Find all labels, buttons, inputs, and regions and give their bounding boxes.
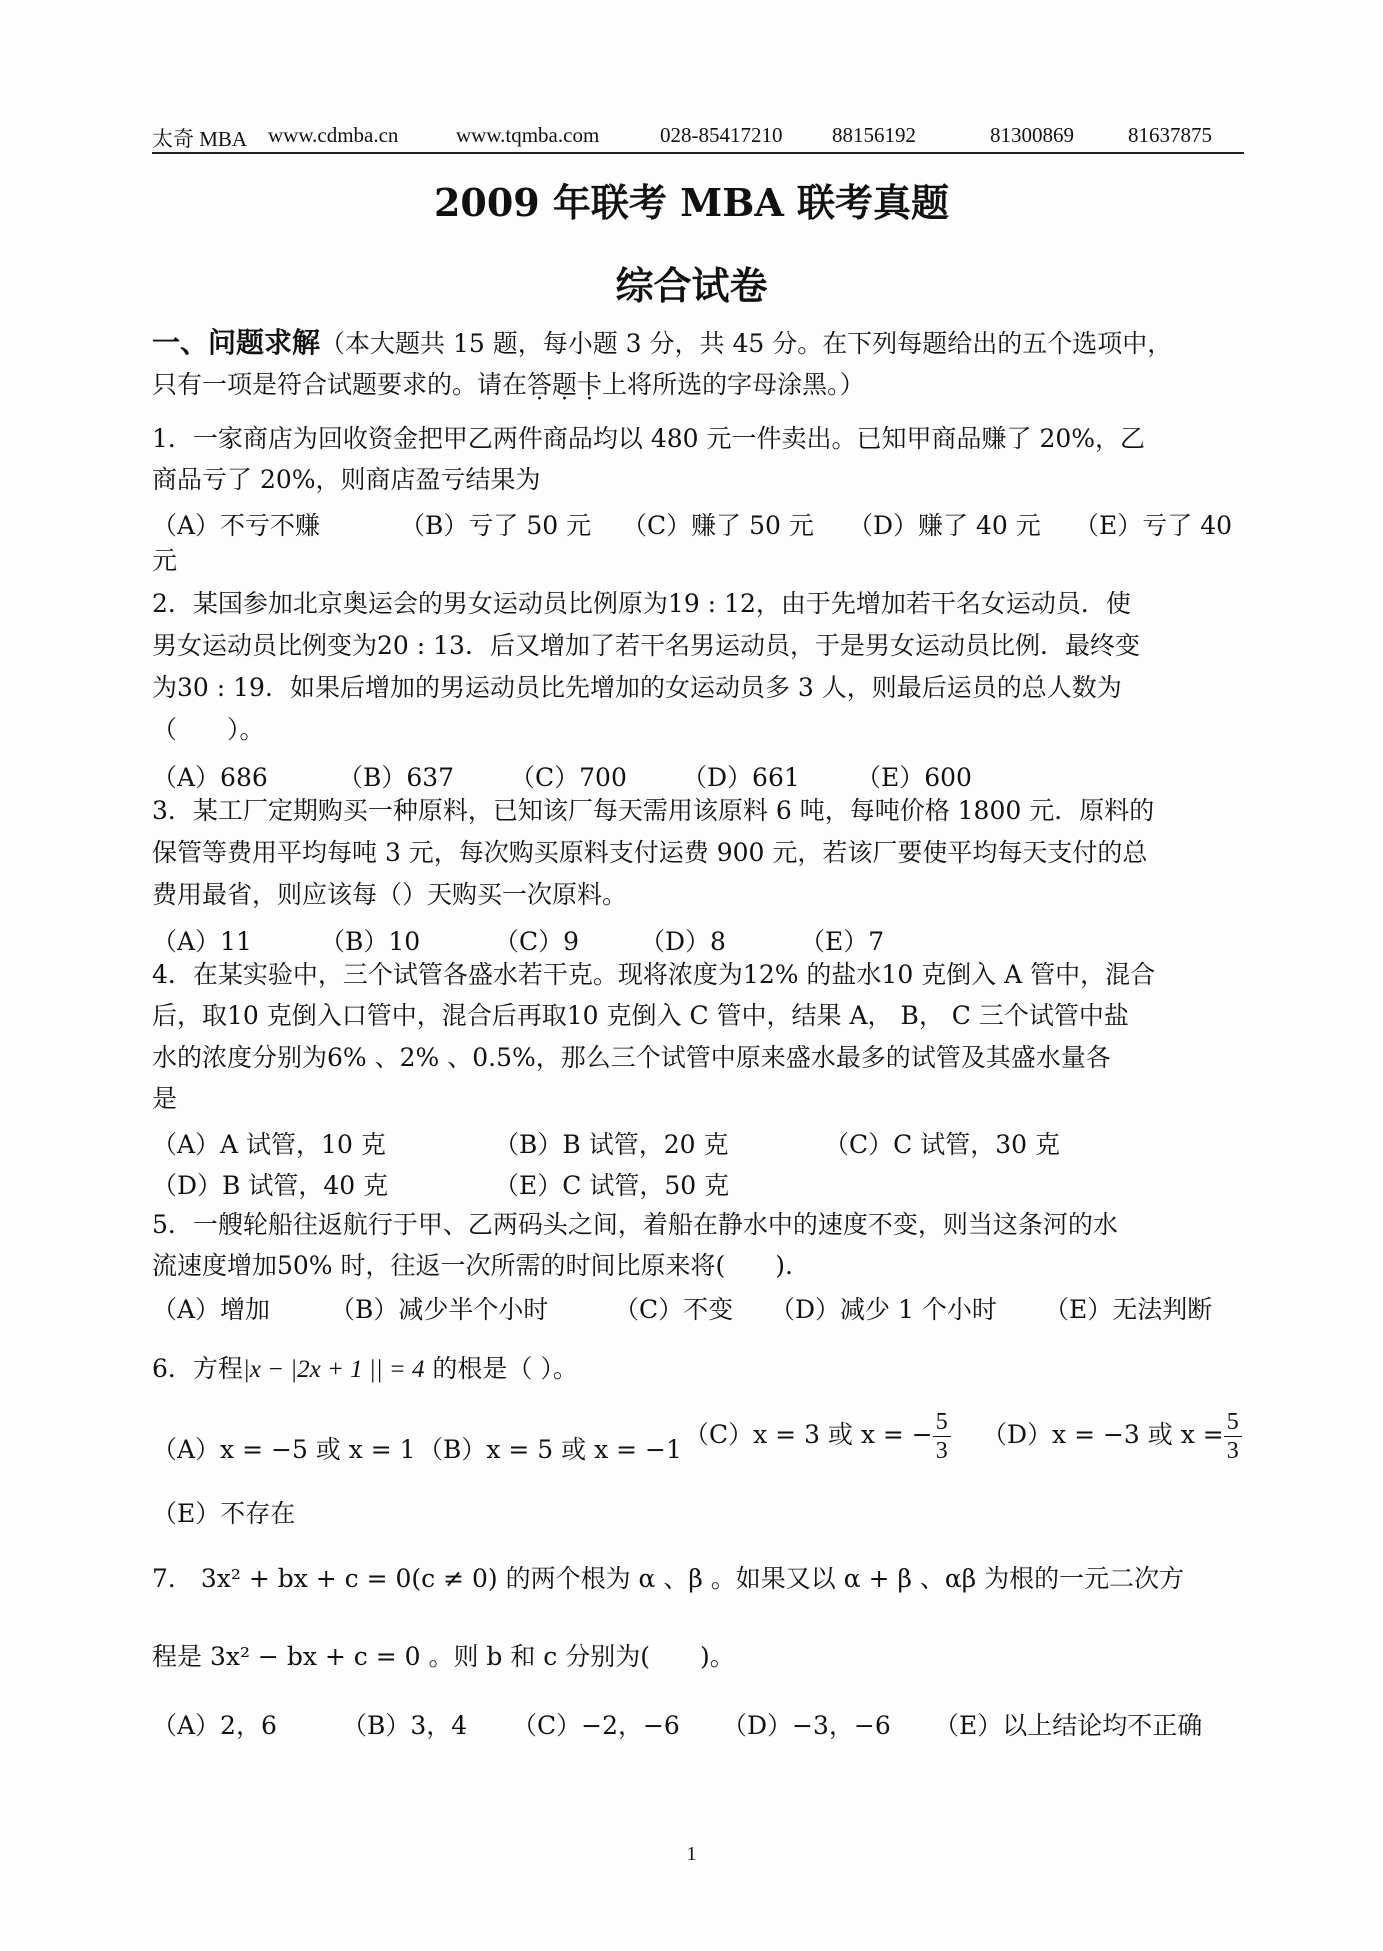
q4-line-3: 水的浓度分别为6% 、2% 、0.5%，那么三个试管中原来盛水最多的试管及其盛水量各 (152, 1043, 1111, 1072)
q6-stem (152, 1352, 578, 1387)
q4-option-a: （A）A 试管，10 克 (152, 1130, 386, 1159)
q5-option-e: （E）无法判断 (1044, 1295, 1213, 1324)
q3-option-a: （A）11 (152, 927, 252, 956)
q2-option-b: （B）637 (338, 763, 455, 792)
q1-option-e: （E）亏了 40 (1074, 511, 1233, 540)
q6-option-d-text: （D）x = −3 或 x = (982, 1420, 1224, 1449)
header-phone-1: 028-85417210 (660, 123, 783, 147)
header-brand: 太奇 MBA (152, 127, 248, 151)
q3-option-d: （D）8 (640, 927, 726, 956)
q4-option-b: （B）B 试管，20 克 (494, 1130, 729, 1159)
q5-line-2: 流速度增加50% 时，往返一次所需的时间比原来将( ). (152, 1251, 793, 1280)
q6-option-d-fraction (1224, 1408, 1242, 1465)
q1-option-c: （C）赚了 50 元 (622, 511, 814, 540)
q6-option-c (684, 1408, 951, 1465)
q6-option-c-text: （C）x = 3 或 x = − (684, 1420, 933, 1449)
q3-line-1: 3．某工厂定期购买一种原料，已知该厂每天需用该原料 6 吨，每吨价格 1800 元．原料的 (152, 796, 1155, 825)
q6-option-a: （A）x = −5 或 x = 1 (152, 1435, 416, 1464)
section-intro-line-1 (152, 326, 1172, 361)
q1-line-1: 1．一家商店为回收资金把甲乙两件商品均以 480 元一件卖出。已知甲商品赚了 20%，乙 (152, 424, 1146, 453)
q3-line-3: 费用最省，则应该每（）天购买一次原料。 (152, 880, 628, 909)
q6-option-e: （E）不存在 (152, 1499, 296, 1528)
section-intro-2a: 只有一项是符合试题要求的。请在 (152, 370, 528, 399)
q5-line-1: 5．一艘轮船往返航行于甲、乙两码头之间，着船在静水中的速度不变，则当这条河的水 (152, 1210, 1118, 1239)
header-phone-4: 81637875 (1128, 123, 1212, 147)
q2-option-c: （C）700 (510, 763, 627, 792)
q3-option-b: （B）10 (320, 927, 421, 956)
header-phone-2: 88156192 (832, 123, 916, 147)
q7-option-b: （B）3，4 (342, 1711, 468, 1740)
section-intro-line-2 (152, 368, 865, 402)
q3-option-c: （C）9 (494, 927, 580, 956)
exam-title: 2009 年联考 MBA 联考真题 (433, 180, 950, 225)
q6-prefix: 6．方程 (152, 1354, 243, 1383)
q7-line-1: 7． 3x² + bx + c = 0(c ≠ 0) 的两个根为 α 、β 。如果又以 α + β 、αβ 为根的一元二次方 (152, 1564, 1185, 1593)
section-intro-2b: 上将所选的字母涂黑。） (602, 370, 865, 399)
q3-option-e: （E）7 (800, 927, 885, 956)
q2-line-3: 为30 : 19．如果后增加的男运动员比先增加的女运动员多 3 人，则最后运员的总人数为 (152, 673, 1122, 702)
q7-option-d: （D）−3，−6 (722, 1711, 891, 1740)
q6-option-b: （B）x = 5 或 x = −1 (418, 1435, 682, 1464)
q6-option-c-numerator: 5 (933, 1408, 951, 1437)
q5-option-b: （B）减少半个小时 (330, 1295, 549, 1324)
q2-line-4: （ ）。 (152, 715, 265, 744)
q1-line-2: 商品亏了 20%，则商店盈亏结果为 (152, 465, 541, 494)
q5-option-a: （A）增加 (152, 1295, 271, 1324)
q6-equation: |x − |2x + 1 || = 4 (242, 1356, 425, 1383)
q1-option-e-wrap: 元 (152, 546, 178, 575)
q6-option-d-numerator: 5 (1224, 1408, 1242, 1437)
q6-option-d (982, 1408, 1242, 1465)
q3-line-2: 保管等费用平均每吨 3 元，每次购买原料支付运费 900 元，若该厂要使平均每天支付的总 (152, 838, 1148, 867)
q2-option-a: （A）686 (152, 763, 268, 792)
q1-option-b: （B）亏了 50 元 (400, 511, 592, 540)
q7-option-e: （E）以上结论均不正确 (934, 1711, 1203, 1740)
q4-line-1: 4．在某实验中，三个试管各盛水若干克。现将浓度为12% 的盐水10 克倒入 A 管中，混合 (152, 960, 1156, 989)
q4-option-e: （E）C 试管，50 克 (494, 1171, 730, 1200)
q7-option-c: （C）−2，−6 (512, 1711, 680, 1740)
q6-suffix: 的根是（ ）。 (424, 1354, 578, 1383)
q7-line-2: 程是 3x² − bx + c = 0 。则 b 和 c 分别为( )。 (152, 1642, 735, 1671)
section-heading: 一、问题求解 (152, 326, 321, 359)
q1-option-d: （D）赚了 40 元 (848, 511, 1041, 540)
section-intro-1: （本大题共 15 题，每小题 3 分，共 45 分。在下列每题给出的五个选项中， (320, 329, 1173, 358)
q5-option-c: （C）不变 (614, 1295, 734, 1324)
q2-line-2: 男女运动员比例变为20 : 13．后又增加了若干名男运动员，于是男女运动员比例．最终变 (152, 631, 1140, 660)
exam-subtitle: 综合试卷 (615, 263, 768, 308)
header-site-tqmba: www.tqmba.com (456, 123, 600, 147)
page-header (152, 119, 1244, 155)
header-rule (152, 152, 1244, 154)
header-phone-3: 81300869 (990, 123, 1074, 147)
q6-option-d-denominator: 3 (1226, 1438, 1239, 1464)
q5-option-d: （D）减少 1 个小时 (770, 1295, 997, 1324)
q2-option-d: （D）661 (682, 763, 800, 792)
q6-option-c-fraction (933, 1408, 951, 1465)
q2-line-1: 2．某国参加北京奥运会的男女运动员比例原为19 : 12，由于先增加若干名女运动员．使 (152, 589, 1131, 618)
q4-line-2: 后，取10 克倒入口管中，混合后再取10 克倒入 C 管中，结果 A， B， C 三个试管中盐 (152, 1001, 1129, 1030)
header-site-cdmba: www.cdmba.cn (268, 123, 399, 147)
q4-option-d: （D）B 试管，40 克 (152, 1171, 389, 1200)
q7-option-a: （A）2，6 (152, 1711, 277, 1740)
q6-option-c-denominator: 3 (935, 1438, 948, 1464)
q2-option-e: （E）600 (856, 763, 972, 792)
page-number: 1 (686, 1843, 697, 1865)
q1-option-a: （A）不亏不赚 (152, 511, 321, 540)
q4-option-c: （C）C 试管，30 克 (824, 1130, 1060, 1159)
section-intro-2-dotted: 答题卡 (527, 370, 603, 399)
q4-line-4: 是 (152, 1084, 178, 1113)
